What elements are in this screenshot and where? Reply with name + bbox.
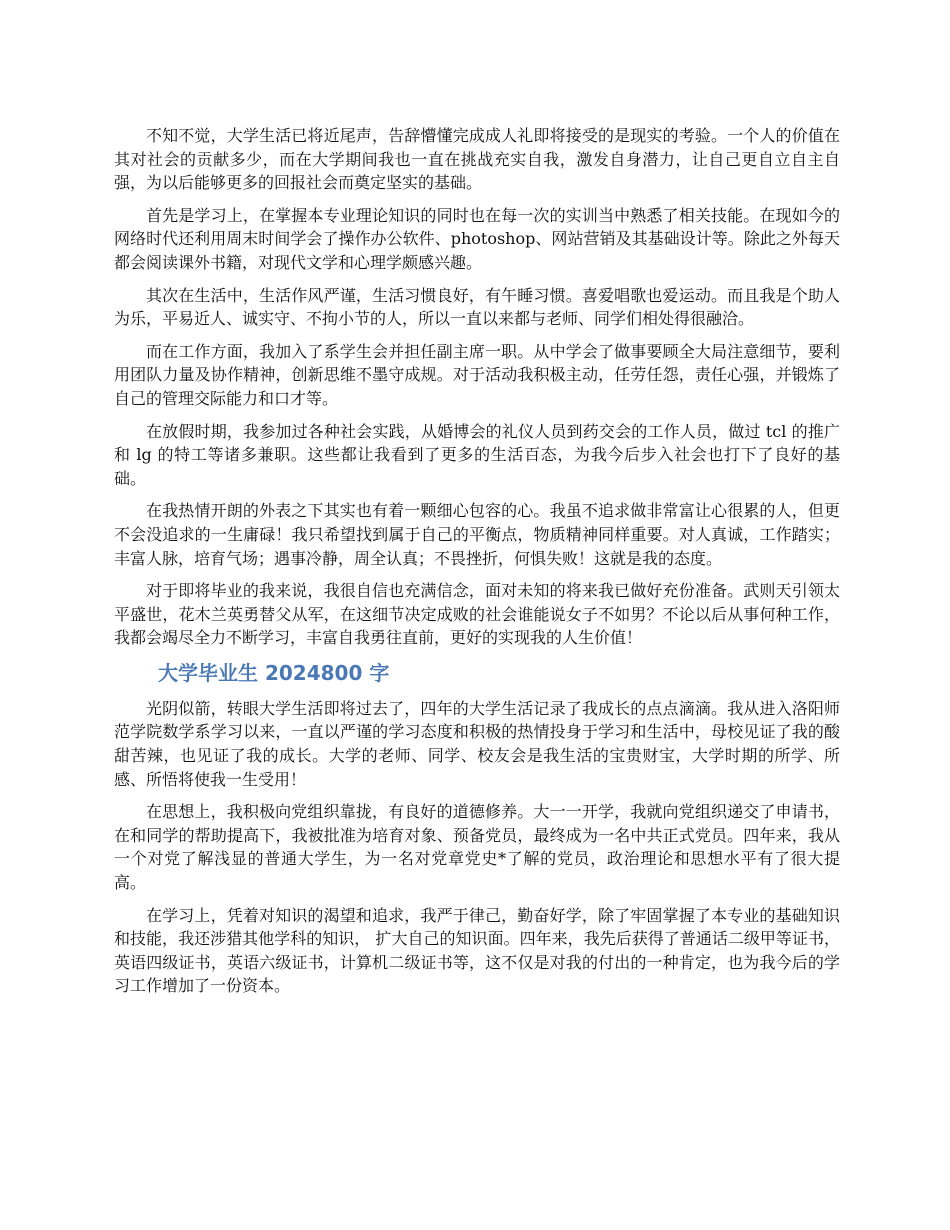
paragraph: 在放假时期，我参加过各种社会实践，从婚博会的礼仪人员到药交会的工作人员，做过 tcl 的推广和 lg 的特工等诸多兼职。这些都让我看到了更多的生活百态，为我今后步入社会也打下了良好的基础。	[114, 421, 840, 488]
paragraph: 在我热情开朗的外表之下其实也有着一颗细心包容的心。我虽不追求做非常富让心很累的人，但更不会没追求的一生庸碌！我只希望找到属于自己的平衡点，物质精神同样重要。对人真诚，工作踏实；丰富人脉，培育气场；遇事冷静，周全认真；不畏挫折，何惧失败！这就是我的态度。	[114, 501, 840, 568]
paragraph: 而在工作方面，我加入了系学生会并担任副主席一职。从中学会了做事要顾全大局注意细节，要利用团队力量及协作精神，创新思维不墨守成规。对于活动我积极主动，任劳任怨，责任心强，并锻炼了自己的管理交际能力和口才等。	[114, 341, 840, 408]
document-body	[114, 124, 840, 1007]
paragraph: 对于即将毕业的我来说，我很自信也充满信念，面对未知的将来我已做好充份准备。武则天引领太平盛世，花木兰英勇替父从军，在这细节决定成败的社会谁能说女子不如男？不论以后从事何种工作，我都会竭尽全力不断学习，丰富自我勇往直前，更好的实现我的人生价值！	[114, 581, 840, 648]
paragraph: 不知不觉，大学生活已将近尾声，告辞懵懂完成成人礼即将接受的是现实的考验。一个人的价值在其对社会的贡献多少，而在大学期间我也一直在挑战充实自我，激发自身潜力，让自己更自立自主自强，为以后能够更多的回报社会而奠定坚实的基础。	[114, 126, 840, 193]
paragraph: 其次在生活中，生活作风严谨，生活习惯良好，有午睡习惯。喜爱唱歌也爱运动。而且我是个助人为乐，平易近人、诚实守、不拘小节的人，所以一直以来都与老师、同学们相处得很融洽。	[114, 285, 840, 329]
paragraph: 光阴似箭，转眼大学生活即将过去了，四年的大学生活记录了我成长的点点滴滴。我从进入洛阳师范学院数学系学习以来，一直以严谨的学习态度和积极的热情投身于学习和生活中，母校见证了我的酸甜苦辣，也见证了我的成长。大学的老师、同学、校友会是我生活的宝贵财宝，大学时期的所学、所感、所悟将使我一生受用！	[114, 698, 840, 789]
section-heading: 大学毕业生 2024800 字	[158, 660, 390, 685]
paragraph: 在思想上，我积极向党组织靠拢，有良好的道德修养。大一一开学，我就向党组织递交了申请书，在和同学的帮助提高下，我被批准为培育对象、预备党员，最终成为一名中共正式党员。四年来，我从一个对党了解浅显的普通大学生，为一名对党章党史*了解的党员，政治理论和思想水平有了很大提高。	[114, 802, 840, 893]
paragraph: 首先是学习上，在掌握本专业理论知识的同时也在每一次的实训当中熟悉了相关技能。在现如今的网络时代还利用周末时间学会了操作办公软件、photoshop、网站营销及其基础设计等。除此之外每天都会阅读课外书籍，对现代文学和心理学颇感兴趣。	[114, 205, 840, 272]
paragraph: 在学习上，凭着对知识的渴望和追求，我严于律己，勤奋好学，除了牢固掌握了本专业的基础知识和技能，我还涉猎其他学科的知识， 扩大自己的知识面。四年来，我先后获得了普通话二级甲等证书，英语四级证书，英语六级证书，计算机二级证书等，这不仅是对我的付出的一种肯定，也为我今后的学习工作增加了一份资本。	[114, 905, 840, 996]
